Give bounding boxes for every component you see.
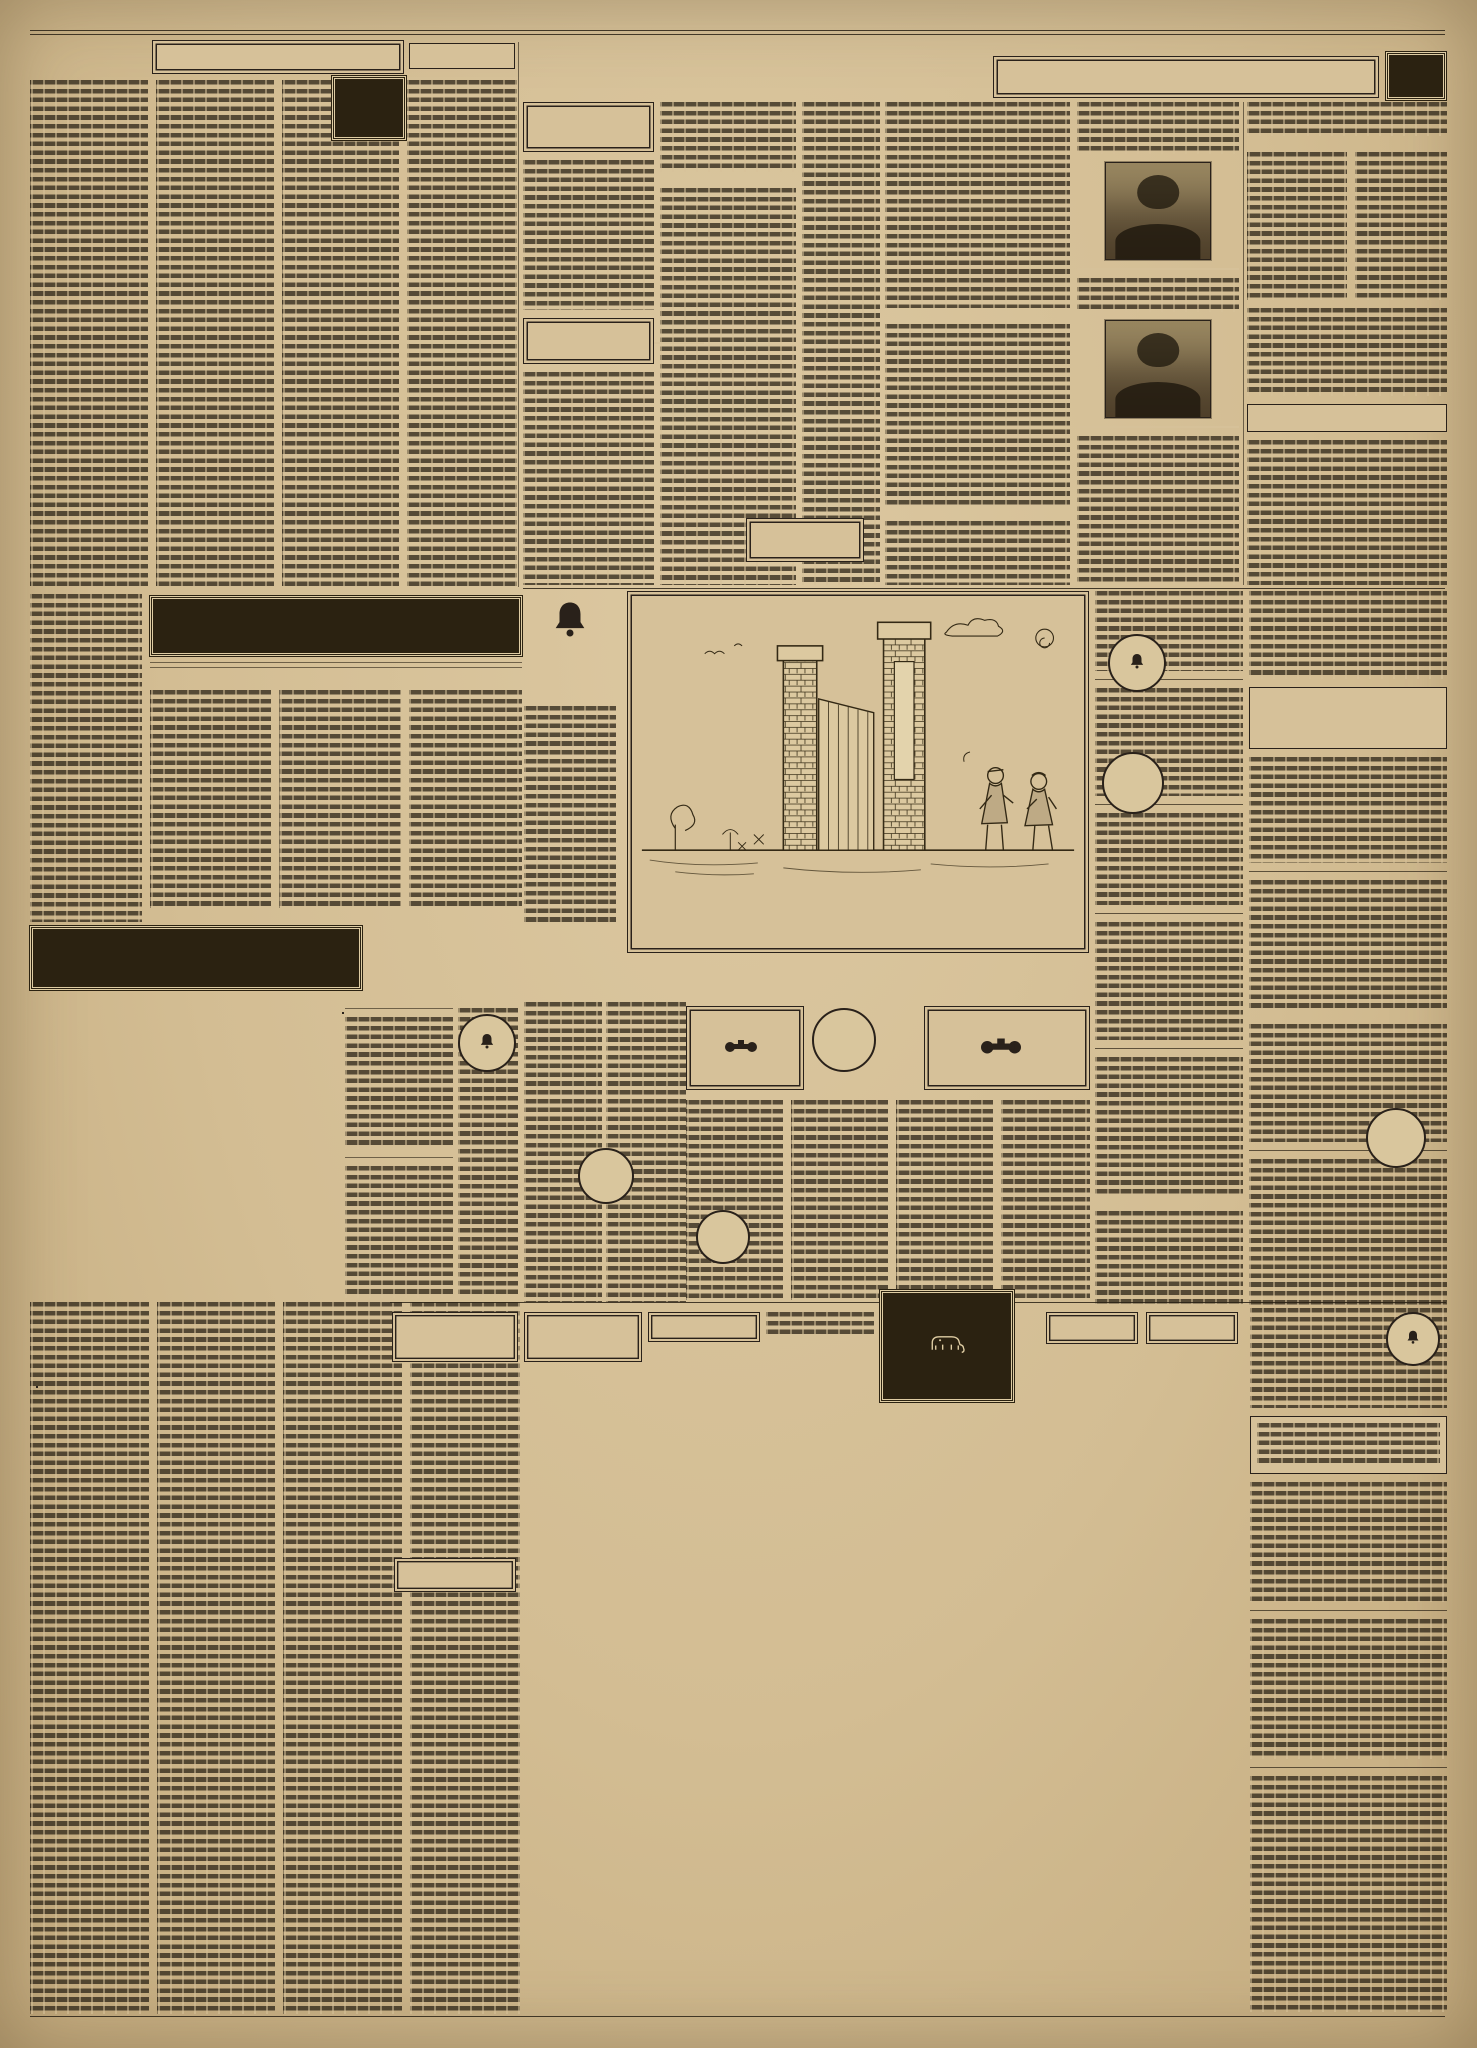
classifieds-column: [1249, 591, 1447, 1305]
lead-headline: [993, 56, 1379, 98]
program-listing: [524, 1370, 642, 1970]
body-text: [157, 1302, 276, 2014]
divider: [1095, 913, 1243, 914]
ad-box: [1250, 1416, 1447, 1474]
body-text: [660, 102, 796, 172]
black-oil-stamp: [696, 1210, 750, 1264]
radio-first-column: [1146, 1312, 1238, 1960]
program-listing: [1146, 1352, 1238, 1960]
people-info-box: [924, 1006, 1090, 1090]
down-label: [345, 1157, 453, 1158]
tonight-header: [648, 1312, 760, 1342]
tonight-column: [648, 1312, 760, 1970]
body-text: [896, 1100, 993, 1300]
body-text: [1077, 278, 1239, 312]
bell-icon: [1128, 652, 1146, 674]
body-text: [1247, 152, 1347, 300]
cinema-column: [766, 1312, 874, 1970]
body-text: [791, 1100, 888, 1300]
broken-wire-stamp: [578, 1148, 634, 1204]
radio-second-column: [1046, 1312, 1138, 1960]
body-text: [407, 80, 517, 586]
police-article-title: [150, 662, 522, 668]
notice-box: [1249, 687, 1447, 749]
no-street-stamp: [1366, 1108, 1426, 1168]
body-text: [1247, 440, 1447, 585]
radio-first-header: [1146, 1312, 1238, 1344]
program-listing: [1046, 1352, 1138, 1960]
tv-america-column: [392, 1312, 518, 1970]
body-text: [523, 160, 654, 310]
phone-stamp: [1108, 634, 1166, 692]
calendar-box: [880, 1290, 1014, 1402]
body-text: [279, 690, 400, 908]
bell-icon: [549, 625, 591, 644]
cartoon-illustration: [636, 600, 1080, 900]
critique-title: [152, 40, 404, 74]
body-text: [1095, 1211, 1243, 1305]
masthead-rule: [30, 30, 1445, 31]
critique-body: [30, 80, 517, 586]
section-rule: [523, 588, 1445, 589]
body-text: [1250, 1776, 1447, 2012]
tv-america-header: [392, 1312, 518, 1362]
program-listing: [766, 1346, 874, 1970]
bell-icon: [478, 1032, 496, 1054]
classifieds-column: [1095, 591, 1243, 1305]
body-text: [30, 80, 148, 586]
body-text: [1247, 308, 1447, 396]
body-text: [885, 102, 1070, 308]
portrait-photo-fateh: [1105, 320, 1211, 418]
body-text: [1249, 757, 1447, 863]
elephant-icon: [924, 1329, 970, 1359]
no-answer-stamp: [812, 1008, 876, 1072]
photo-caption: [1077, 268, 1239, 270]
news-column: [885, 102, 1070, 585]
body-text: [523, 372, 654, 585]
body-text: [30, 1302, 149, 2014]
divider: [1250, 1767, 1447, 1768]
tv-edu-header: [394, 1558, 516, 1592]
enteqad-logo: [332, 76, 406, 140]
body-text: [1247, 102, 1447, 136]
bell-icon: [1405, 1329, 1421, 1349]
phone-icon: [724, 1038, 758, 1058]
solution-grid-area: [36, 1386, 38, 1388]
crossword-clues: [345, 1008, 453, 1298]
body-text: [156, 80, 274, 586]
divider: [1249, 871, 1447, 872]
critique-byline: [409, 43, 515, 69]
body-text: [885, 324, 1070, 505]
cartoon-panel: [627, 591, 1089, 953]
divider: [1095, 1048, 1243, 1049]
body-text: [30, 594, 142, 922]
tv-second-column: [524, 1312, 642, 1970]
body-columns: [1247, 152, 1447, 300]
body-text: [1077, 436, 1239, 585]
column-rule: [1243, 102, 1244, 585]
daily-issues-banner: [150, 596, 522, 656]
body-text: [1001, 1100, 1090, 1300]
calendar-listing: [880, 1412, 1014, 1992]
phone-bell-block: [524, 598, 616, 698]
crossword-area: [42, 1012, 344, 1014]
crossword-grid: [342, 1012, 344, 1014]
bottom-rule: [30, 2016, 1445, 2017]
column-rule: [518, 42, 519, 587]
body-text: [282, 80, 400, 586]
body-text: [1249, 591, 1447, 679]
phone-stamp: [458, 1014, 516, 1072]
photo-caption: [1077, 426, 1239, 428]
body-text: [283, 1302, 402, 2014]
subhead-bus-box: [523, 102, 654, 152]
classifieds-column: [1250, 1308, 1447, 2012]
masthead-rule-2: [30, 34, 1445, 35]
body-text: [766, 1312, 874, 1338]
divider: [1250, 1610, 1447, 1611]
newspaper-logo: [1386, 52, 1446, 100]
body-text: [885, 521, 1070, 585]
body-text: [1257, 1423, 1440, 1467]
body-text: [1095, 813, 1243, 905]
portrait-photo-teymourtash: [1105, 162, 1211, 260]
program-listing: [648, 1350, 760, 1970]
body-text: [1095, 1057, 1243, 1195]
body-text: [150, 690, 271, 908]
body-text: [1077, 102, 1239, 154]
body-text: [1250, 1619, 1447, 1759]
phone-stamp: [1386, 1312, 1440, 1366]
crossword-solution-grid: [36, 1386, 38, 1388]
subhead-memory-box: [523, 318, 654, 364]
body-text: [1250, 1482, 1447, 1602]
body-text: [1249, 1159, 1447, 1305]
across-label: [345, 1008, 453, 1009]
body-text: [524, 706, 616, 924]
news-column: [523, 102, 654, 585]
police-article-body: [150, 690, 522, 908]
body-text: [1249, 880, 1447, 1008]
forty-years-column: [1247, 102, 1447, 585]
people-info-box: [686, 1006, 804, 1090]
body-text: [686, 1100, 783, 1300]
portraits-column: [1077, 102, 1239, 585]
body-text: [802, 102, 880, 585]
crossword-banner: [30, 926, 362, 990]
clue-text: [345, 1166, 453, 1298]
body-text: [1095, 922, 1243, 1040]
guess-stamp: [1102, 752, 1164, 814]
program-listing: [392, 1370, 518, 1970]
visitors-note-box: [1247, 404, 1447, 432]
radio-second-header: [1046, 1312, 1138, 1344]
body-text: [1355, 152, 1447, 300]
classifieds-row: [686, 1100, 1090, 1300]
phone-icon: [979, 1036, 1023, 1060]
body-text: [409, 690, 522, 908]
clue-text: [345, 1017, 453, 1149]
tv-second-header: [524, 1312, 642, 1362]
subhead-building-box: [746, 518, 864, 562]
